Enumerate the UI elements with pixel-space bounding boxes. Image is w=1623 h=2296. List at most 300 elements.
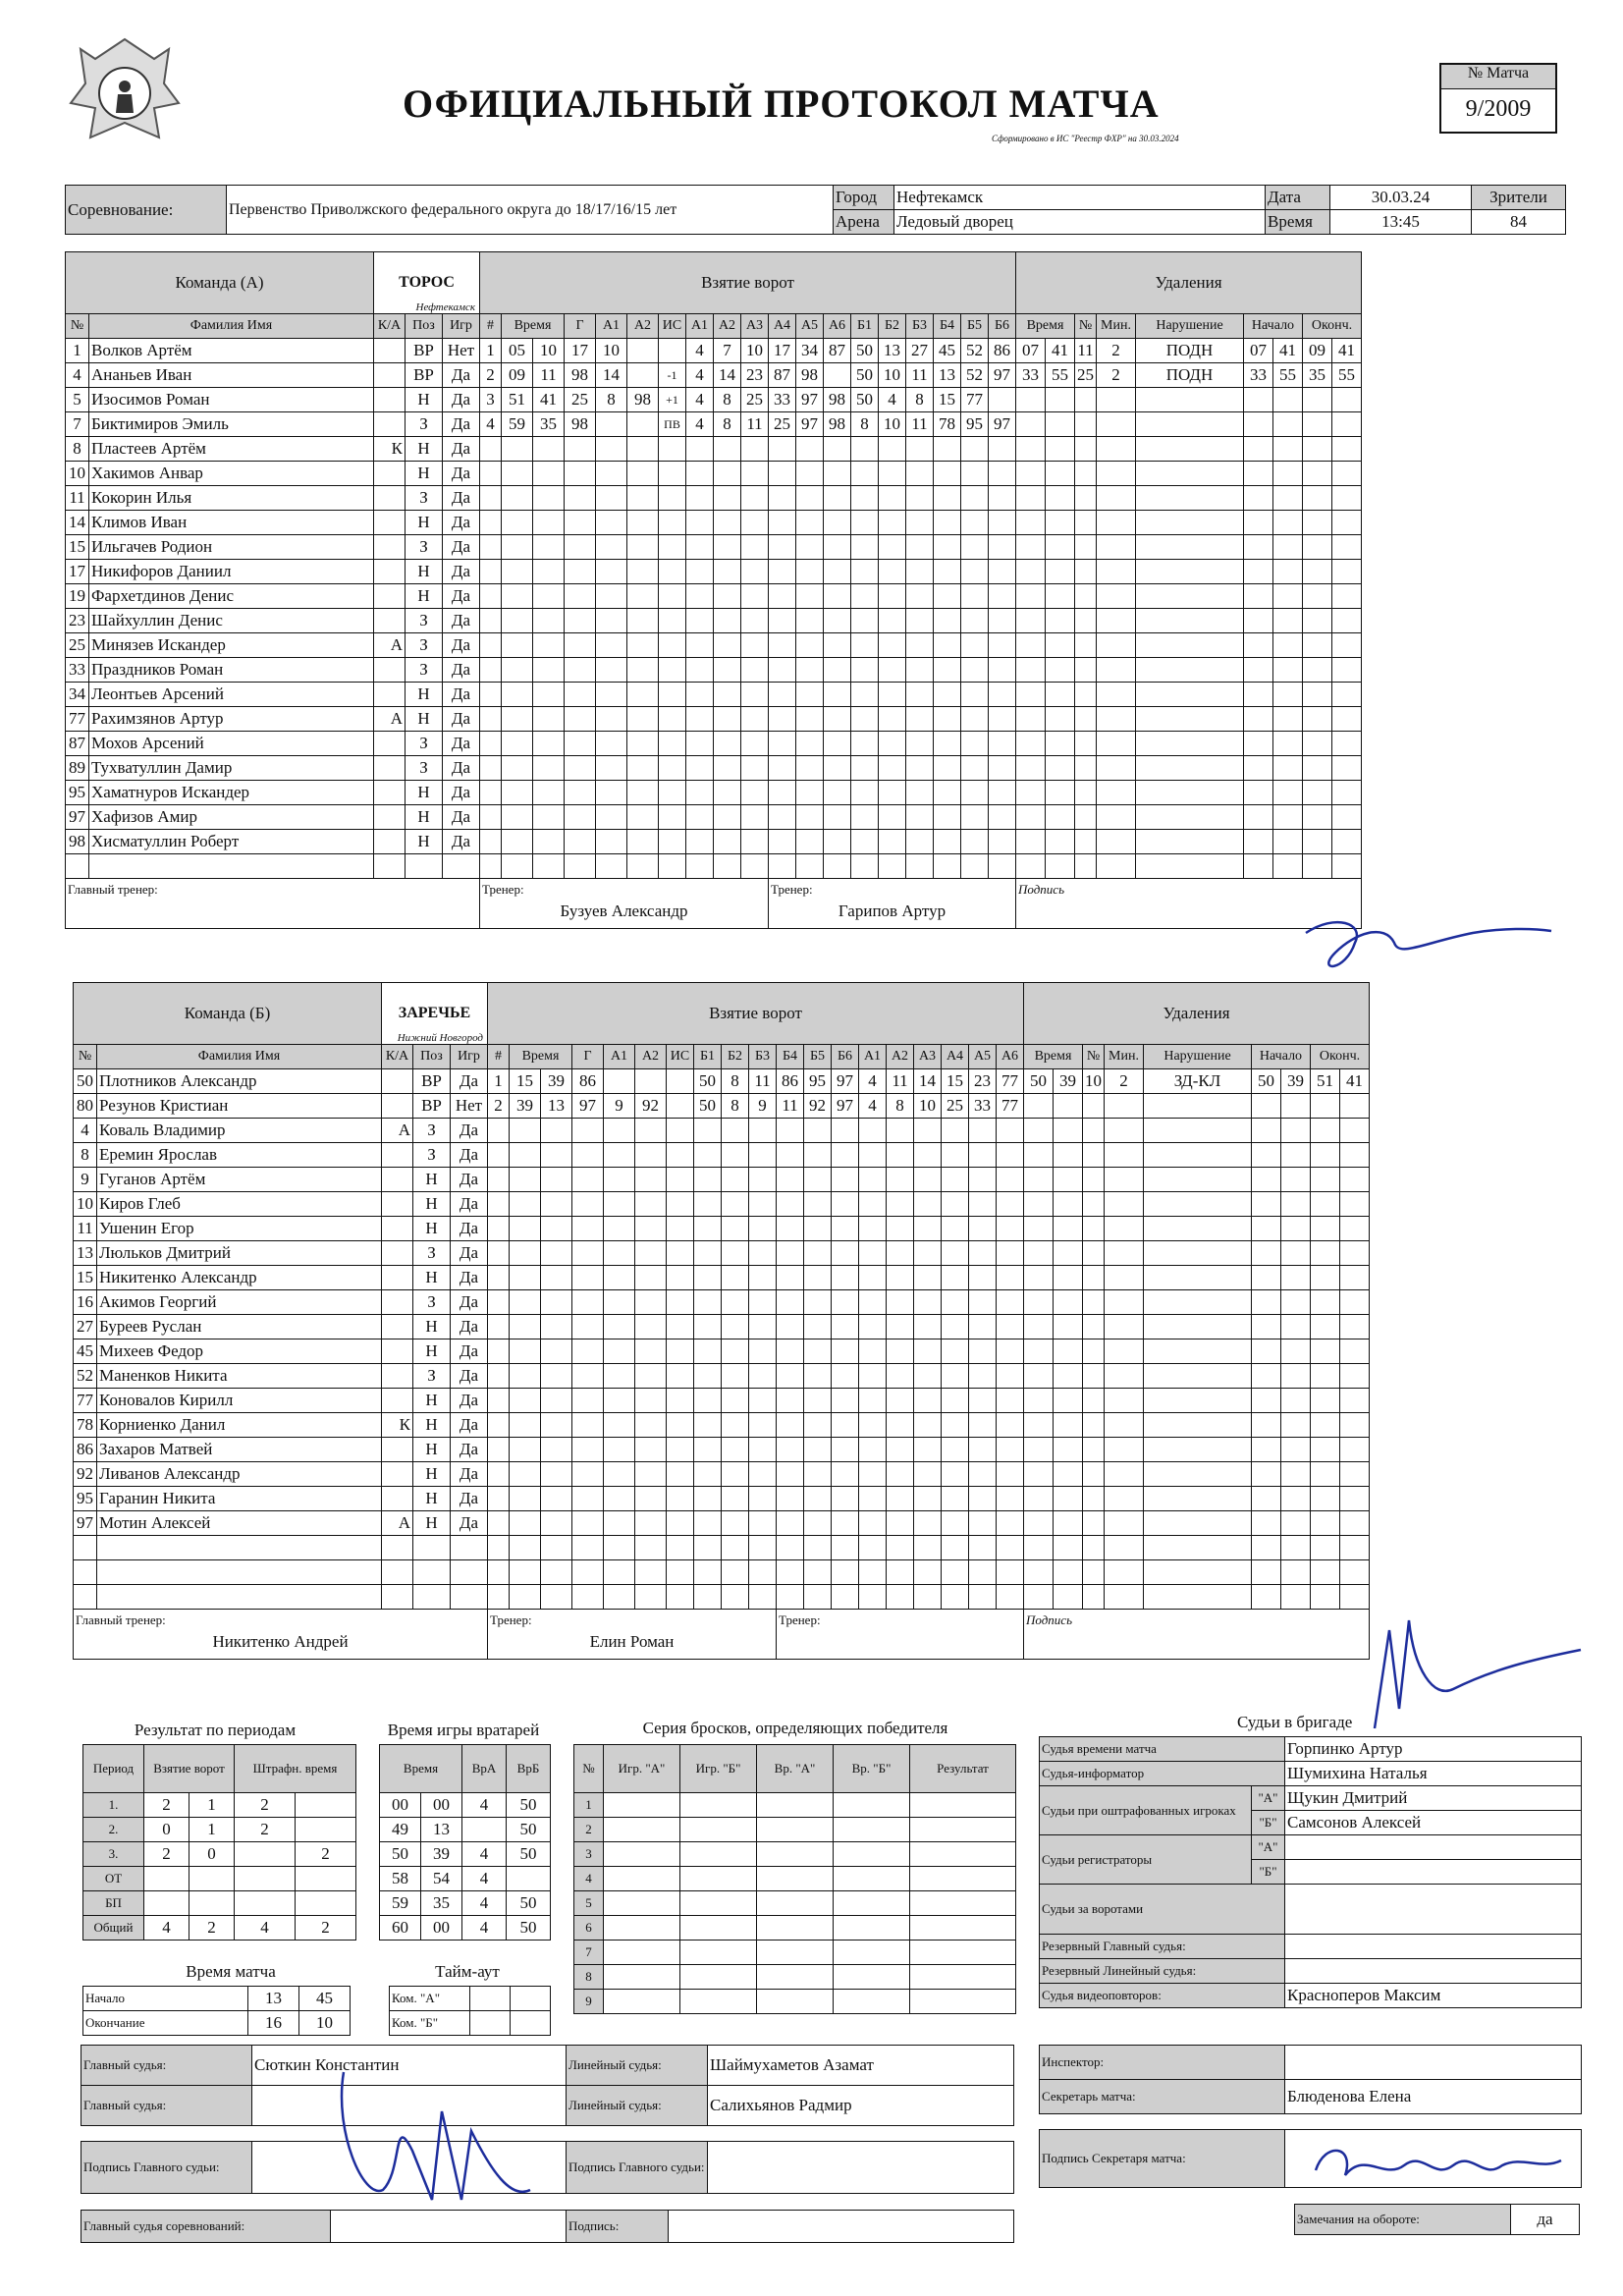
goal-opp [879, 560, 906, 584]
penalty-min [1097, 462, 1136, 486]
official-name [1285, 1885, 1582, 1935]
table-row [74, 1511, 1370, 1536]
goal-is [659, 756, 686, 781]
penalty-foul [1144, 1560, 1252, 1585]
player-play: Да [451, 1266, 488, 1290]
table-row [74, 1364, 1370, 1389]
goal-opp: 11 [906, 363, 934, 388]
goal-onice [824, 462, 851, 486]
goal-a1 [604, 1241, 635, 1266]
col-pen-foul-a: Нарушение [1136, 314, 1244, 339]
goal-onice [749, 1585, 777, 1610]
goal-onice [796, 584, 824, 609]
goal-onice [714, 732, 741, 756]
penalty-no [1083, 1511, 1105, 1536]
penalty-min [1097, 707, 1136, 732]
player-name: Буреев Руслан [97, 1315, 382, 1339]
goal-opp [906, 511, 934, 535]
penalty-min [1105, 1364, 1144, 1389]
goal-onice [749, 1389, 777, 1413]
player-play: Да [451, 1389, 488, 1413]
goal-onice [824, 781, 851, 805]
goal-is [667, 1266, 694, 1290]
goal-onice [832, 1462, 859, 1487]
goal-s: 39 [541, 1069, 572, 1094]
shootout-cell [910, 1842, 1016, 1867]
player-ka [374, 830, 406, 854]
goal-opp [969, 1266, 997, 1290]
penalty-ss [1273, 854, 1303, 879]
goal-onice [804, 1119, 832, 1143]
penalty-min [1097, 388, 1136, 412]
col-opp-a-1: Б2 [879, 314, 906, 339]
table-row [74, 1192, 1370, 1217]
goal-opp [859, 1462, 887, 1487]
player-play: Да [443, 658, 480, 683]
goal-opp [879, 756, 906, 781]
goal-opp [851, 584, 879, 609]
goal-g [565, 707, 596, 732]
goal-opp: 77 [997, 1069, 1024, 1094]
penalty-ss [1273, 805, 1303, 830]
goal-onice [832, 1241, 859, 1266]
goal-onice [749, 1217, 777, 1241]
player-ka [382, 1168, 413, 1192]
goal-opp [942, 1290, 969, 1315]
goal-opp [906, 486, 934, 511]
goal-onice [824, 363, 851, 388]
goal-onice [804, 1143, 832, 1168]
penalty-ss [1281, 1315, 1311, 1339]
goal-onice [694, 1266, 722, 1290]
goal-onice [832, 1192, 859, 1217]
goal-onice [722, 1585, 749, 1610]
goal-a2 [627, 781, 659, 805]
player-no: 7 [66, 412, 89, 437]
goal-onice [796, 633, 824, 658]
goal-onice [686, 707, 714, 732]
goal-onice [769, 683, 796, 707]
goal-opp [997, 1143, 1024, 1168]
penalty-es [1340, 1560, 1370, 1585]
table-row [66, 511, 1362, 535]
goal-onice [714, 462, 741, 486]
goal-opp [914, 1560, 942, 1585]
penalty-sm [1244, 781, 1273, 805]
shootout-no: 1 [574, 1793, 604, 1818]
goal-s [541, 1217, 572, 1241]
goal-opp [859, 1143, 887, 1168]
official-label: Судья времени матча [1040, 1737, 1285, 1762]
goal-opp: 33 [969, 1094, 997, 1119]
goal-a2 [627, 633, 659, 658]
goal-n [488, 1266, 510, 1290]
goal-onice [769, 707, 796, 732]
penalty-m [1024, 1413, 1054, 1438]
player-ka [382, 1339, 413, 1364]
table-row [1040, 1762, 1582, 1786]
shootout-cell [680, 1965, 757, 1990]
goal-onice: 92 [804, 1094, 832, 1119]
goal-opp [942, 1511, 969, 1536]
player-ka [374, 781, 406, 805]
goal-onice: 11 [749, 1069, 777, 1094]
goal-opp [879, 805, 906, 830]
generated-note: Сформировано в ИС "Реестр ФХР" на 30.03.2024 [992, 134, 1179, 143]
player-no: 16 [74, 1290, 97, 1315]
goal-opp [879, 437, 906, 462]
goalie-s: 00 [421, 1916, 462, 1941]
player-no [74, 1560, 97, 1585]
goal-opp [934, 658, 961, 683]
goal-onice [749, 1438, 777, 1462]
goal-s [541, 1511, 572, 1536]
goal-a2: 98 [627, 388, 659, 412]
player-ka [374, 560, 406, 584]
referees-table [81, 2045, 1014, 2126]
player-pos: З [406, 633, 443, 658]
goal-s [533, 732, 565, 756]
player-pos: З [406, 756, 443, 781]
penalty-em [1303, 756, 1332, 781]
goal-onice [714, 854, 741, 879]
goal-opp [997, 1364, 1024, 1389]
period-p: ОТ [83, 1867, 144, 1891]
goal-opp [887, 1364, 914, 1389]
goal-onice: 97 [832, 1069, 859, 1094]
player-no: 78 [74, 1413, 97, 1438]
penalty-es [1340, 1389, 1370, 1413]
penalty-s [1054, 1094, 1083, 1119]
goal-is [659, 584, 686, 609]
table-row [74, 1290, 1370, 1315]
goal-opp [906, 462, 934, 486]
penalty-em [1303, 707, 1332, 732]
goal-s [533, 707, 565, 732]
goal-opp [969, 1511, 997, 1536]
penalty-foul [1136, 437, 1244, 462]
penalty-m: 50 [1024, 1069, 1054, 1094]
sign-main-referee2-label: Подпись Главного судьи: [567, 2142, 708, 2194]
penalty-es [1340, 1094, 1370, 1119]
goal-opp [906, 805, 934, 830]
goal-opp [989, 388, 1016, 412]
goal-opp: 86 [989, 339, 1016, 363]
goal-opp [969, 1339, 997, 1364]
goal-opp [989, 707, 1016, 732]
goal-n [480, 707, 502, 732]
col-pen-start-b: Начало [1252, 1045, 1311, 1069]
goal-onice [796, 658, 824, 683]
goal-opp [969, 1290, 997, 1315]
goal-onice [769, 609, 796, 633]
competition-name: Первенство Приволжского федерального округа до 18/17/16/15 лет [227, 186, 834, 235]
goal-opp [887, 1585, 914, 1610]
penalty-min [1097, 633, 1136, 658]
goal-g [565, 683, 596, 707]
goal-onice [824, 584, 851, 609]
goal-a2 [627, 805, 659, 830]
goal-a2 [635, 1462, 667, 1487]
player-play: Да [451, 1364, 488, 1389]
period-pb: 2 [296, 1916, 356, 1941]
col-onice-b-0: Б1 [694, 1045, 722, 1069]
penalty-sm [1252, 1168, 1281, 1192]
penalty-m [1024, 1511, 1054, 1536]
penalty-foul [1144, 1094, 1252, 1119]
official-side: "А" [1252, 1786, 1285, 1811]
player-no: 97 [74, 1511, 97, 1536]
goal-opp [989, 683, 1016, 707]
col-opp-a-3: Б4 [934, 314, 961, 339]
goal-onice [686, 658, 714, 683]
goal-is [667, 1438, 694, 1462]
player-ka [374, 339, 406, 363]
goal-g [572, 1487, 604, 1511]
goal-onice [749, 1143, 777, 1168]
player-ka [382, 1217, 413, 1241]
shootout-cell [680, 1891, 757, 1916]
period-p: Общий [83, 1916, 144, 1941]
penalty-m [1016, 781, 1046, 805]
penalty-em [1303, 781, 1332, 805]
goal-opp [934, 756, 961, 781]
goal-opp [942, 1339, 969, 1364]
col-pen-min-a: Мин. [1097, 314, 1136, 339]
player-pos: ВР [406, 363, 443, 388]
player-no: 15 [66, 535, 89, 560]
penalty-foul [1136, 584, 1244, 609]
line-referee-1: Шаймухаметов Азамат [708, 2046, 1014, 2086]
penalty-sm [1252, 1364, 1281, 1389]
shootout-cell [604, 1793, 680, 1818]
goal-opp [859, 1511, 887, 1536]
goal-a1 [604, 1389, 635, 1413]
goalie-a: 4 [462, 1842, 507, 1867]
penalty-foul [1144, 1364, 1252, 1389]
table-row [74, 1119, 1370, 1143]
penalty-m [1016, 854, 1046, 879]
shootout-cell [680, 1867, 757, 1891]
goal-m [510, 1119, 541, 1143]
penalty-m [1024, 1462, 1054, 1487]
table-row [66, 412, 1362, 437]
arena-value: Ледовый дворец [894, 210, 1266, 235]
goal-opp: 15 [942, 1069, 969, 1094]
penalty-s [1054, 1119, 1083, 1143]
goal-onice [769, 535, 796, 560]
goalie-m: 58 [380, 1867, 421, 1891]
col-opp-b-4: А5 [969, 1045, 997, 1069]
penalty-foul [1144, 1290, 1252, 1315]
period-ga: 0 [144, 1818, 189, 1842]
goal-onice [694, 1192, 722, 1217]
goal-a2 [627, 584, 659, 609]
goal-g [565, 511, 596, 535]
goal-onice [832, 1364, 859, 1389]
shootout-cell [604, 1818, 680, 1842]
goal-m [502, 560, 533, 584]
goals-header-b: Взятие ворот [488, 983, 1024, 1045]
goal-onice [722, 1560, 749, 1585]
goal-onice [804, 1389, 832, 1413]
goal-opp [906, 658, 934, 683]
goal-m [510, 1560, 541, 1585]
goal-onice [832, 1217, 859, 1241]
goal-m [510, 1364, 541, 1389]
penalty-em [1311, 1192, 1340, 1217]
penalty-sm [1244, 412, 1273, 437]
player-pos: Н [413, 1192, 451, 1217]
goal-opp: 11 [887, 1069, 914, 1094]
team-b-section [73, 982, 1370, 1660]
goal-s: 35 [533, 412, 565, 437]
goal-is [659, 462, 686, 486]
goal-g: 86 [572, 1069, 604, 1094]
penalty-sm [1252, 1339, 1281, 1364]
col-time-b: Время [510, 1045, 572, 1069]
goal-a1 [596, 609, 627, 633]
penalty-foul [1144, 1119, 1252, 1143]
penalty-m: 07 [1016, 339, 1046, 363]
shootout-cell [834, 1818, 910, 1842]
goal-onice [741, 584, 769, 609]
table-row [74, 1315, 1370, 1339]
table-row [74, 1241, 1370, 1266]
penalty-ss [1281, 1266, 1311, 1290]
penalty-m [1016, 535, 1046, 560]
goal-g [572, 1536, 604, 1560]
shootout-no: 8 [574, 1965, 604, 1990]
player-play: Да [443, 363, 480, 388]
penalty-s [1046, 854, 1075, 879]
goal-s [533, 462, 565, 486]
player-no: 17 [66, 560, 89, 584]
penalty-foul [1136, 609, 1244, 633]
goal-m [510, 1536, 541, 1560]
line-referee-label-2: Линейный судья: [567, 2086, 708, 2126]
goal-a1 [604, 1168, 635, 1192]
goal-g [565, 756, 596, 781]
penalty-s [1046, 756, 1075, 781]
shootout-cell [834, 1793, 910, 1818]
goal-onice [804, 1511, 832, 1536]
penalty-m [1024, 1364, 1054, 1389]
line-referee-label: Линейный судья: [567, 2046, 708, 2086]
goal-opp [934, 511, 961, 535]
goal-g [565, 609, 596, 633]
player-play: Да [443, 781, 480, 805]
goal-onice [777, 1119, 804, 1143]
goal-onice [832, 1438, 859, 1462]
penalty-sm [1244, 854, 1273, 879]
penalty-es [1340, 1315, 1370, 1339]
goal-opp [859, 1339, 887, 1364]
penalty-foul [1144, 1438, 1252, 1462]
penalties-header-a: Удаления [1016, 252, 1362, 314]
player-no: 11 [66, 486, 89, 511]
goal-onice [777, 1487, 804, 1511]
goal-opp [879, 609, 906, 633]
penalty-no [1075, 756, 1097, 781]
goal-opp [942, 1438, 969, 1462]
coach1-label: Тренер: [482, 882, 524, 897]
goal-onice [714, 805, 741, 830]
player-name: Праздников Роман [89, 658, 374, 683]
goal-opp [851, 781, 879, 805]
penalty-em [1303, 732, 1332, 756]
goal-g [565, 781, 596, 805]
table-row [574, 1842, 1016, 1867]
goal-s [533, 511, 565, 535]
player-play: Да [443, 437, 480, 462]
penalty-foul [1144, 1143, 1252, 1168]
player-ka [382, 1560, 413, 1585]
signature-team-a [1276, 903, 1571, 982]
goal-is [667, 1339, 694, 1364]
player-play: Да [443, 560, 480, 584]
goal-onice: 97 [796, 388, 824, 412]
penalty-min [1097, 830, 1136, 854]
goal-is [659, 339, 686, 363]
goal-opp [961, 560, 989, 584]
penalty-em: 09 [1303, 339, 1332, 363]
official-label: Судья видеоповторов: [1040, 1984, 1285, 2008]
goal-onice: 97 [796, 412, 824, 437]
penalty-sm [1244, 732, 1273, 756]
player-play: Да [451, 1413, 488, 1438]
goal-onice: 4 [686, 388, 714, 412]
penalty-em [1311, 1462, 1340, 1487]
col-num-b: # [488, 1045, 510, 1069]
goal-opp [969, 1217, 997, 1241]
goal-opp [997, 1241, 1024, 1266]
goal-a1 [596, 781, 627, 805]
period-gb: 1 [189, 1793, 235, 1818]
penalty-s [1046, 732, 1075, 756]
goal-opp [887, 1536, 914, 1560]
penalty-es [1340, 1217, 1370, 1241]
match-start-label: Начало [83, 1987, 248, 2011]
player-no: 8 [66, 437, 89, 462]
goal-opp [969, 1143, 997, 1168]
goal-onice: 11 [777, 1094, 804, 1119]
shootout-cell [757, 1867, 834, 1891]
goal-s [533, 854, 565, 879]
match-start-min: 45 [299, 1987, 351, 2011]
penalty-em [1303, 633, 1332, 658]
goal-is [659, 805, 686, 830]
main-referee-label: Главный судья: [81, 2046, 252, 2086]
secretary-sign-label: Подпись Секретаря матча: [1040, 2130, 1285, 2188]
periods-h-pim: Штрафн. время [235, 1745, 356, 1793]
coach1-cell [480, 879, 769, 929]
goal-opp [851, 756, 879, 781]
player-ka [374, 363, 406, 388]
official-label: Резервный Линейный судья: [1040, 1959, 1285, 1984]
goal-onice [686, 854, 714, 879]
penalty-ss [1273, 412, 1303, 437]
goal-opp [906, 535, 934, 560]
player-no: 95 [66, 781, 89, 805]
goal-onice [749, 1413, 777, 1438]
goal-opp [997, 1413, 1024, 1438]
goal-is [667, 1585, 694, 1610]
table-row [1040, 1885, 1582, 1935]
penalty-min [1097, 683, 1136, 707]
goal-opp [969, 1585, 997, 1610]
goal-onice [694, 1511, 722, 1536]
